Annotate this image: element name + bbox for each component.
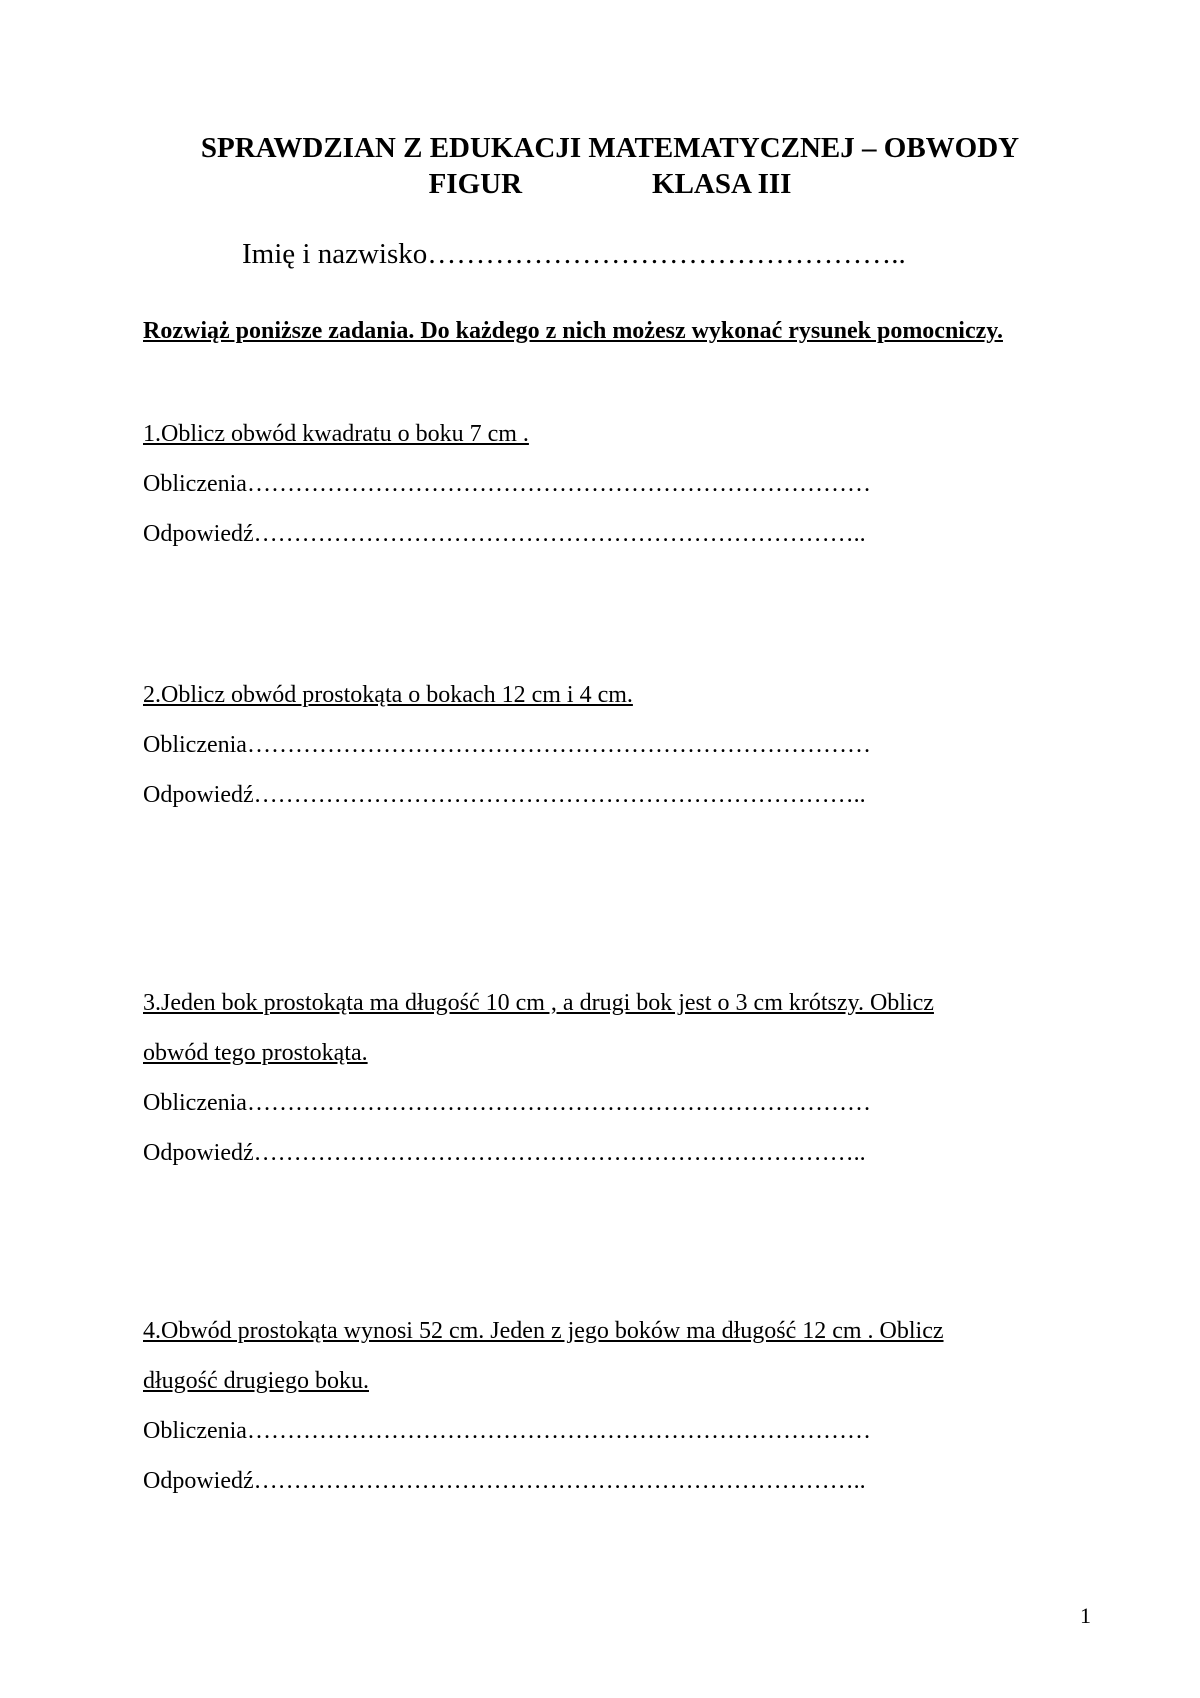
answer-line[interactable]: Odpowiedź………………………………………………………………….. [143, 1140, 866, 1166]
title-figur: FIGUR [428, 168, 523, 200]
page-number: 1 [1080, 1603, 1091, 1628]
task-2 [143, 670, 1095, 820]
task-1 [143, 409, 1095, 559]
calculations-line[interactable]: Obliczenia…………………………………………………………………… [143, 471, 871, 497]
task-4 [143, 1306, 1095, 1506]
task-question-continued: obwód tego prostokąta. [143, 1040, 368, 1066]
page-title-line-2 [130, 166, 1090, 202]
task-question-continued: długość drugiego boku. [143, 1368, 369, 1394]
task-question: 4.Obwód prostokąta wynosi 52 cm. Jeden z jego boków ma długość 12 cm . Oblicz [143, 1318, 944, 1344]
calculations-line[interactable]: Obliczenia…………………………………………………………………… [143, 1418, 871, 1444]
task-question: 2.Oblicz obwód prostokąta o bokach 12 cm i 4 cm. [143, 682, 633, 708]
answer-line[interactable]: Odpowiedź………………………………………………………………….. [143, 1468, 866, 1494]
answer-line[interactable]: Odpowiedź………………………………………………………………….. [143, 782, 866, 808]
title-class: KLASA III [652, 168, 792, 200]
calculations-line[interactable]: Obliczenia…………………………………………………………………… [143, 732, 871, 758]
page-title-line-1: SPRAWDZIAN Z EDUKACJI MATEMATYCZNEJ – OBWODY [200, 132, 1020, 164]
task-3 [143, 978, 1095, 1178]
task-question: 1.Oblicz obwód kwadratu o boku 7 cm . [143, 421, 529, 447]
answer-line[interactable]: Odpowiedź………………………………………………………………….. [143, 521, 866, 547]
calculations-line[interactable]: Obliczenia…………………………………………………………………… [143, 1090, 871, 1116]
instructions: Rozwiąż poniższe zadania. Do każdego z nich możesz wykonać rysunek pomocniczy. [143, 318, 1003, 344]
task-question: 3.Jeden bok prostokąta ma długość 10 cm , a drugi bok jest o 3 cm krótszy. Oblicz [143, 990, 934, 1016]
student-name-field[interactable]: Imię i nazwisko………………………………………….. [242, 238, 906, 270]
